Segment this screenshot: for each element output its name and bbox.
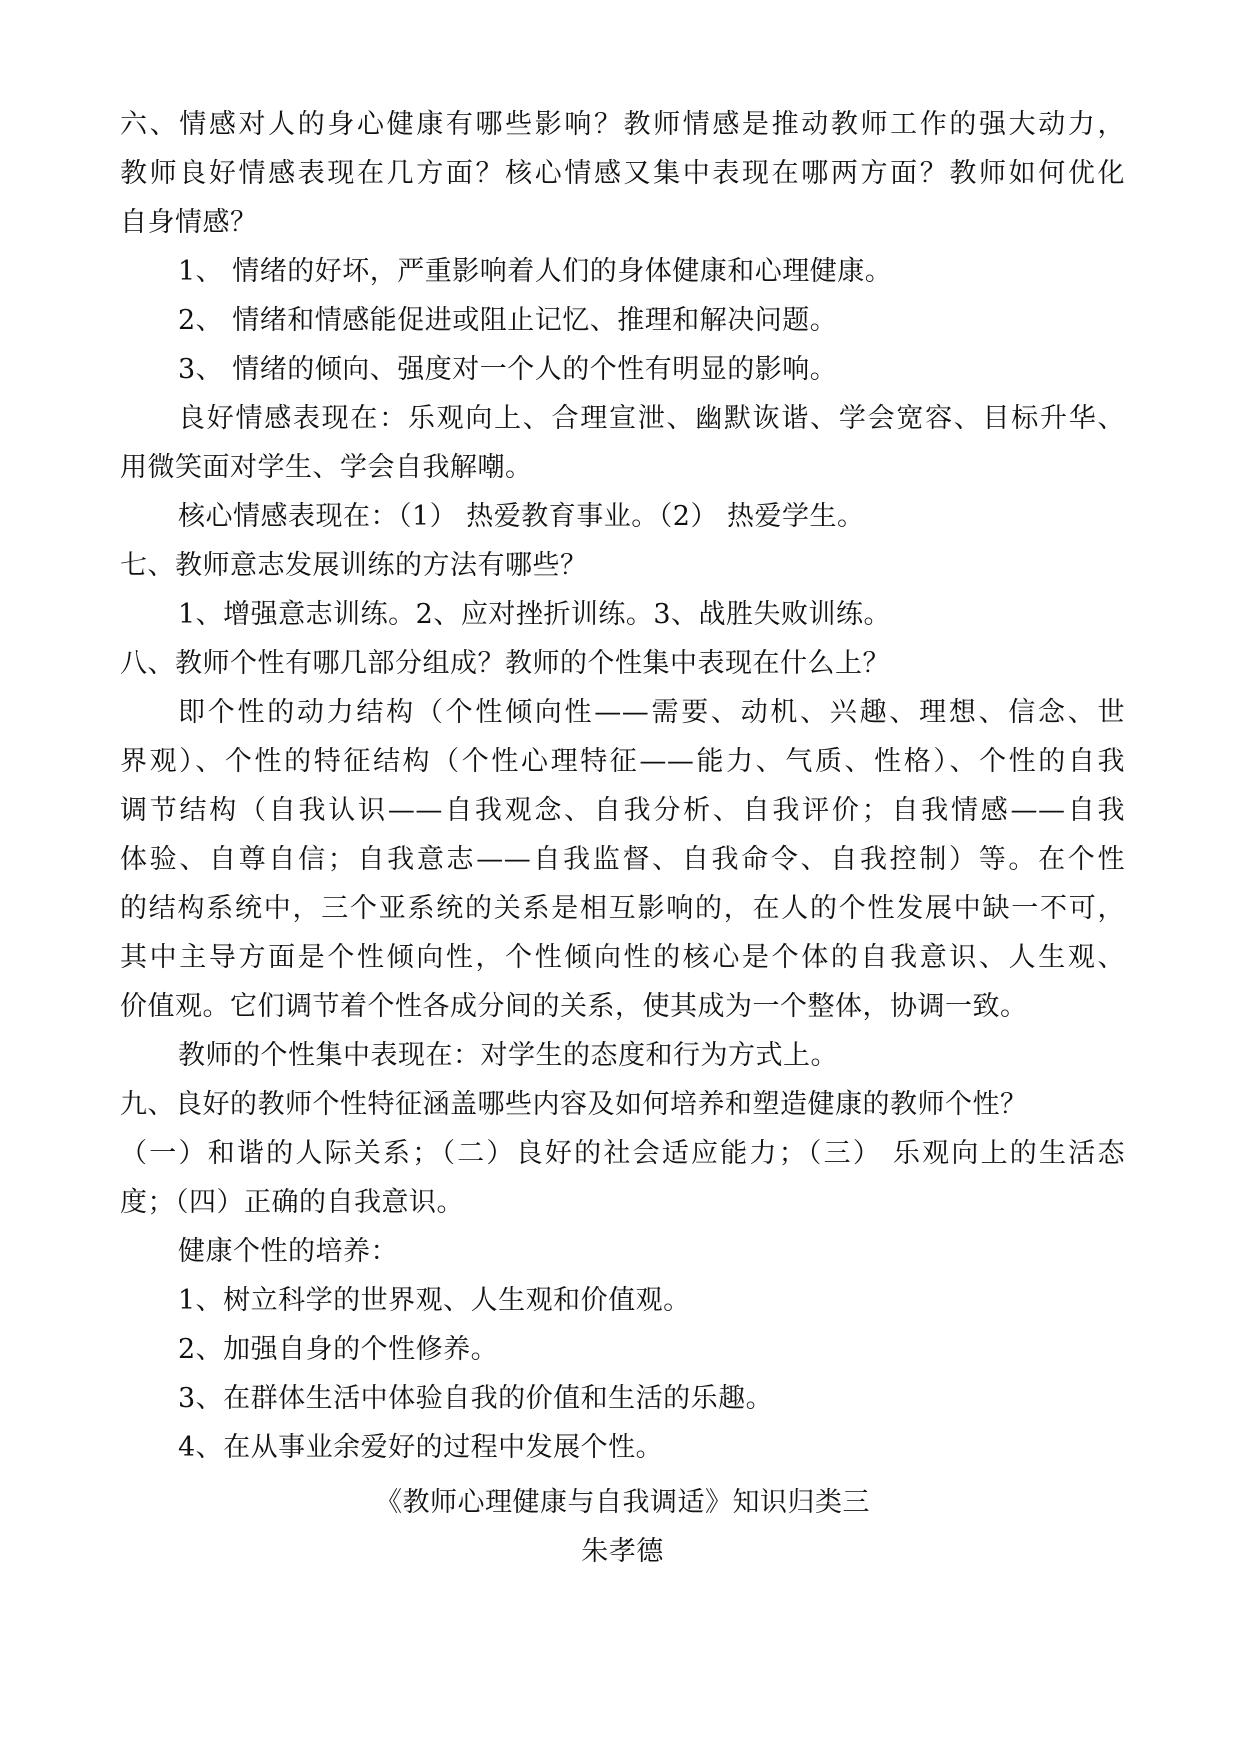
section8-answer-line-6: 其中主导方面是个性倾向性，个性倾向性的核心是个体的自我意识、人生观、 — [120, 942, 1125, 973]
section9-question: 九、良好的教师个性特征涵盖哪些内容及如何培养和塑造健康的教师个性？ — [120, 1089, 1028, 1120]
document-footer-title: 《教师心理健康与自我调适》知识归类三 — [375, 1487, 870, 1518]
section8-answer-line-3: 调节结构（自我认识——自我观念、自我分析、自我评价；自我情感——自我 — [120, 795, 1125, 826]
section8-answer-line-5: 的结构系统中，三个亚系统的关系是相互影响的，在人的个性发展中缺一不可， — [120, 893, 1125, 924]
core-emotions: 核心情感表现在：（1） 热爱教育事业。（2） 热爱学生。 — [178, 501, 865, 532]
cultivation-item-1: 1、树立科学的世界观、人生观和价值观。 — [178, 1285, 691, 1316]
section6-question-line-1: 六、情感对人的身心健康有哪些影响？教师情感是推动教师工作的强大动力， — [120, 109, 1125, 140]
section8-answer-line-4: 体验、自尊自信；自我意志——自我监督、自我命令、自我控制）等。在个性 — [120, 844, 1125, 875]
section8-answer-line-2: 界观）、个性的特征结构（个性心理特征——能力、气质、性格）、个性的自我 — [120, 746, 1125, 777]
section6-question-line-3: 自身情感？ — [120, 207, 258, 238]
cultivation-heading: 健康个性的培养： — [178, 1236, 398, 1267]
section6-question-line-2: 教师良好情感表现在几方面？核心情感又集中表现在哪两方面？教师如何优化 — [120, 158, 1125, 189]
document-page — [120, 100, 1125, 1576]
section7-answer: 1、增强意志训练。2、应对挫折训练。3、战胜失败训练。 — [178, 599, 892, 630]
document-footer-author: 朱孝德 — [581, 1536, 664, 1567]
cultivation-item-4: 4、在从事业余爱好的过程中发展个性。 — [178, 1432, 664, 1463]
section7-question: 七、教师意志发展训练的方法有哪些？ — [120, 550, 588, 581]
section8-answer-line-1: 即个性的动力结构（个性倾向性——需要、动机、兴趣、理想、信念、世 — [178, 697, 1125, 728]
section8-answer-line-7: 价值观。它们调节着个性各成分间的关系，使其成为一个整体，协调一致。 — [120, 991, 1028, 1022]
good-emotions-line-2: 用微笑面对学生、学会自我解嘲。 — [120, 452, 533, 483]
section6-item-2: 2、 情绪和情感能促进或阻止记忆、推理和解决问题。 — [178, 305, 838, 336]
cultivation-item-2: 2、加强自身的个性修养。 — [178, 1334, 499, 1365]
section6-item-1: 1、 情绪的好坏，严重影响着人们的身体健康和心理健康。 — [178, 256, 893, 287]
section8-question: 八、教师个性有哪几部分组成？教师的个性集中表现在什么上？ — [120, 648, 890, 679]
section9-features-line-1: （一）和谐的人际关系；（二）良好的社会适应能力；（三） 乐观向上的生活态 — [120, 1138, 1125, 1169]
good-emotions-line-1: 良好情感表现在：乐观向上、合理宣泄、幽默诙谐、学会宽容、目标升华、 — [178, 403, 1125, 434]
cultivation-item-3: 3、在群体生活中体验自我的价值和生活的乐趣。 — [178, 1383, 774, 1414]
section9-features-line-2: 度；（四）正确的自我意识。 — [120, 1187, 464, 1218]
section6-item-3: 3、 情绪的倾向、强度对一个人的个性有明显的影响。 — [178, 354, 838, 385]
section8-summary: 教师的个性集中表现在：对学生的态度和行为方式上。 — [178, 1040, 838, 1071]
